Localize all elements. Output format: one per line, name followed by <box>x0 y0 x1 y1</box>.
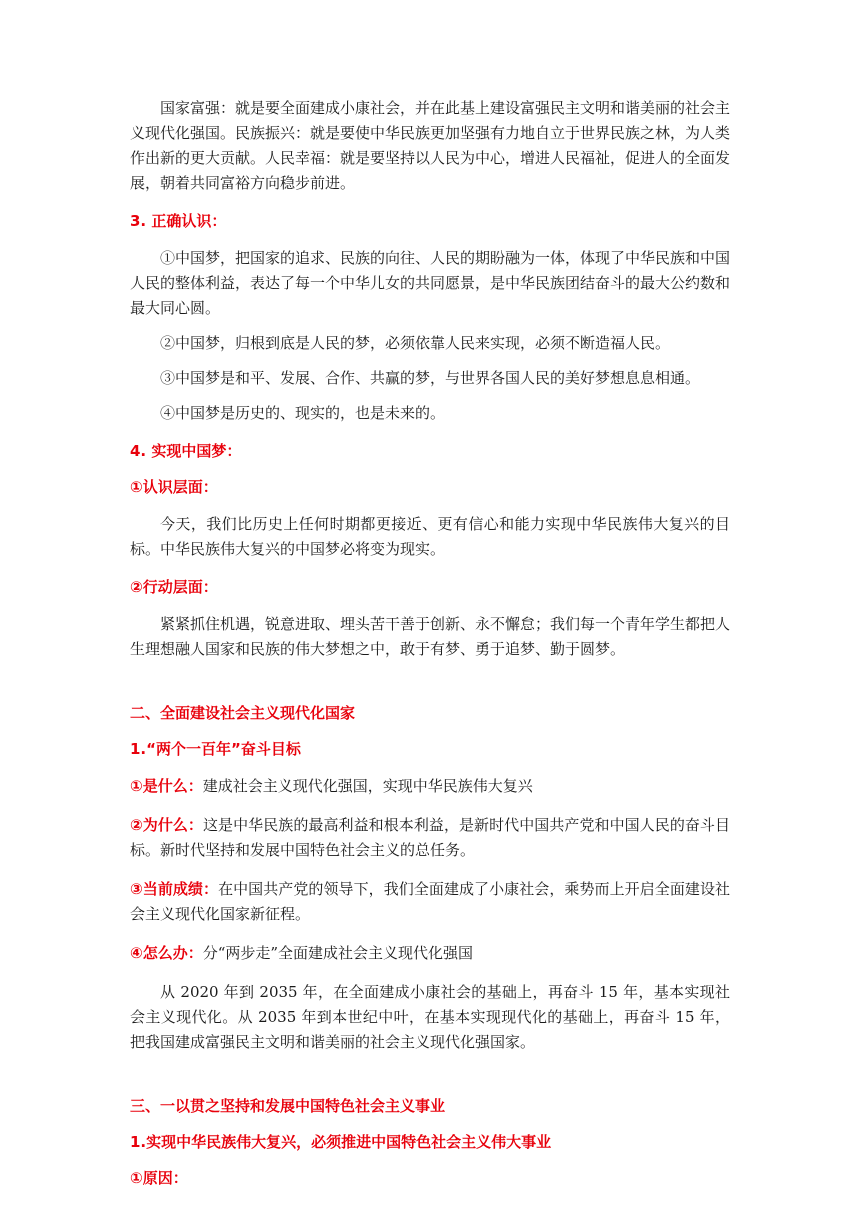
page-content <box>130 96 730 1189</box>
part2-item-2-label: ②为什么： <box>130 816 203 834</box>
sec3-point-4: ④中国梦是历史的、现实的，也是未来的。 <box>160 404 446 422</box>
part2-item-1-label: ①是什么： <box>130 777 203 795</box>
sec4-sub2-text: 紧紧抓住机遇，锐意进取、埋头苦干善于创新、永不懈怠；我们每一个青年学生都把人生理想融人国家和民族的伟大梦想之中，敢于有梦、勇于追梦、勤于圆梦。 <box>130 615 731 658</box>
sec4-sub1-heading: ①认识层面： <box>130 478 218 496</box>
sec3-point-1: ①中国梦，把国家的追求、民族的向往、人民的期盼融为一体，体现了中华民族和中国人民的整体利益，表达了每一个中华儿女的共同愿景，是中华民族团结奋斗的最大公约数和最大同心圆。 <box>130 249 731 317</box>
sec4-sub2-heading: ②行动层面： <box>130 578 218 596</box>
part2-item-3-text: 在中国共产党的领导下，我们全面建成了小康社会，乘势而上开启全面建设社会主义现代化国家新征程。 <box>130 880 730 923</box>
part2-item-1-text: 建成社会主义现代化强国，实现中华民族伟大复兴 <box>202 777 533 795</box>
part2-detail: 从 2020 年到 2035 年，在全面建成小康社会的基础上，再奋斗 15 年，基本实现社会主义现代化。从 2035 年到本世纪中叶，在基本实现现代化的基础上，再奋斗 15 年，把我国建成富强民主文明和谐美丽的社会主义现代化强国家。 <box>130 983 730 1051</box>
part2-item-2 <box>130 813 730 863</box>
part-3-heading: 三、一以贯之坚持和发展中国特色社会主义事业 <box>130 1097 446 1115</box>
sec3-point-2: ②中国梦，归根到底是人民的梦，必须依靠人民来实现，必须不断造福人民。 <box>160 334 671 352</box>
part2-item-4 <box>130 941 730 966</box>
part-3-reason-heading: ①原因： <box>130 1169 188 1187</box>
part2-item-3 <box>130 877 730 927</box>
part2-item-4-label: ④怎么办： <box>130 944 203 962</box>
sec4-sub1-text: 今天，我们比历史上任何时期都更接近、更有信心和能力实现中华民族伟大复兴的目标。中华民族伟大复兴的中国梦必将变为现实。 <box>130 515 730 558</box>
part2-item-1 <box>130 774 730 799</box>
part-2-subheading: 1.“两个一百年”奋斗目标 <box>130 740 301 758</box>
part-2-heading: 二、全面建设社会主义现代化国家 <box>130 704 356 722</box>
part2-item-4-text: 分“两步走”全面建成社会主义现代化强国 <box>202 944 474 962</box>
section-3-heading: 3. 正确认识： <box>130 212 227 230</box>
intro-paragraph: 国家富强：就是要全面建成小康社会，并在此基上建设富强民主文明和谐美丽的社会主义现代化强国。民族振兴：就是要使中华民族更加坚强有力地自立于世界民族之林，为人类作出新的更大贡献。人民幸福：就是要坚持以人民为中心，增进人民福祉，促进人的全面发展，朝着共同富裕方向稳步前进。 <box>130 99 731 192</box>
sec3-point-3: ③中国梦是和平、发展、合作、共赢的梦，与世界各国人民的美好梦想息息相通。 <box>160 369 701 387</box>
part2-item-2-text: 这是中华民族的最高利益和根本利益，是新时代中国共产党和中国人民的奋斗目标。新时代坚持和发展中国特色社会主义的总任务。 <box>130 816 730 859</box>
part-3-subheading: 1.实现中华民族伟大复兴，必须推进中国特色社会主义伟大事业 <box>130 1133 552 1151</box>
section-4-heading: 4. 实现中国梦： <box>130 442 242 460</box>
part2-item-3-label: ③当前成绩： <box>130 880 219 898</box>
